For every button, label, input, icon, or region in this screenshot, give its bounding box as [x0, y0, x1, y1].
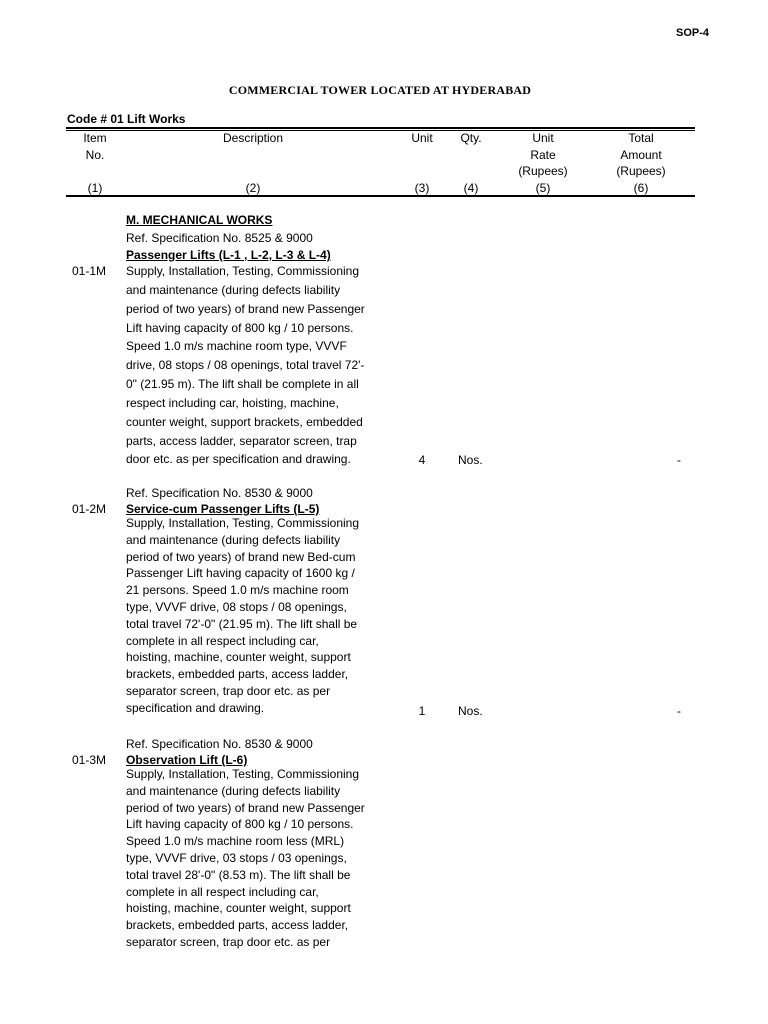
item-description: Supply, Installation, Testing, Commissioning and maintenance (during defects liability period of two years) of brand new Passenger Lift having capacity of 800 kg / 10 persons. Speed 1.0 m/s machine room type, VVVF drive, 08 stops / 08 openings, total travel 72'- 0" (21.95 m). The lift shall be complete in all respect including car, hoisting, machine, counter weight, support brackets, embedded parts, access ladder, separator screen, trap door etc. as per specification and drawing.: [126, 264, 365, 467]
header-top-rule: [66, 127, 695, 129]
item-subheading: Service-cum Passenger Lifts (L-5): [126, 502, 320, 516]
col-num-6: (6): [633, 181, 649, 195]
item-number: 01-1M: [72, 264, 107, 278]
item-unit: Nos.: [458, 453, 483, 467]
item-qty: 1: [418, 704, 426, 718]
col-header-unit-rate: Unit Rate (Rupees): [518, 131, 568, 178]
col-num-5: (5): [535, 181, 551, 195]
col-header-item-no: Item No.: [83, 131, 107, 162]
item-description: Supply, Installation, Testing, Commissioning and maintenance (during defects liability period of two years) of brand new Passenger Lift having capacity of 800 kg / 10 persons. Speed 1.0 m/s machine room less (MRL) type, VVVF drive, 03 stops / 03 openings, total travel 28'-0" (8.53 m). The lift shall be complete in all respect including car, hoisting, machine, counter weight, support brackets, embedded parts, access ladder, separator screen, trap door etc. as per: [126, 767, 365, 949]
col-header-unit: Unit: [411, 131, 433, 145]
item-description: Supply, Installation, Testing, Commissioning and maintenance (during defects liability period of two years) of brand new Bed-cum Passenger Lift having capacity of 1600 kg / 21 persons. Speed 1.0 m/s machine room type, VVVF drive, 08 stops / 08 openings, total travel 72'-0" (21.95 m). The lift shall be complete in all respect including car, hoisting, machine, counter weight, support brackets, embedded parts, access ladder, separator screen, trap door etc. as per specification and drawing.: [126, 516, 360, 715]
col-num-1: (1): [87, 181, 103, 195]
item-spec-ref: Ref. Specification No. 8530 & 9000: [126, 486, 313, 500]
item-unit: Nos.: [458, 704, 483, 718]
col-header-qty: Qty.: [460, 131, 482, 145]
col-header-total-amount: Total Amount (Rupees): [616, 131, 666, 178]
item-subheading: Passenger Lifts (L-1 , L-2, L-3 & L-4): [126, 248, 331, 262]
item-number: 01-3M: [72, 753, 107, 767]
section-code: Code # 01 Lift Works: [67, 112, 186, 126]
section-heading: M. MECHANICAL WORKS: [126, 213, 273, 227]
item-number: 01-2M: [72, 502, 107, 516]
header-bottom-rule: [66, 195, 695, 197]
item-amount: -: [677, 453, 681, 467]
page-reference: SOP-4: [676, 27, 710, 39]
document-title: COMMERCIAL TOWER LOCATED AT HYDERABAD: [228, 83, 532, 97]
item-subheading: Observation Lift (L-6): [126, 753, 248, 767]
item-qty: 4: [418, 453, 426, 467]
item-spec-ref: Ref. Specification No. 8525 & 9000: [126, 231, 313, 245]
item-amount: -: [677, 704, 681, 718]
col-num-4: (4): [463, 181, 479, 195]
col-num-2: (2): [245, 181, 261, 195]
item-spec-ref: Ref. Specification No. 8530 & 9000: [126, 737, 313, 751]
col-num-3: (3): [414, 181, 430, 195]
col-header-description: Description: [222, 131, 284, 145]
